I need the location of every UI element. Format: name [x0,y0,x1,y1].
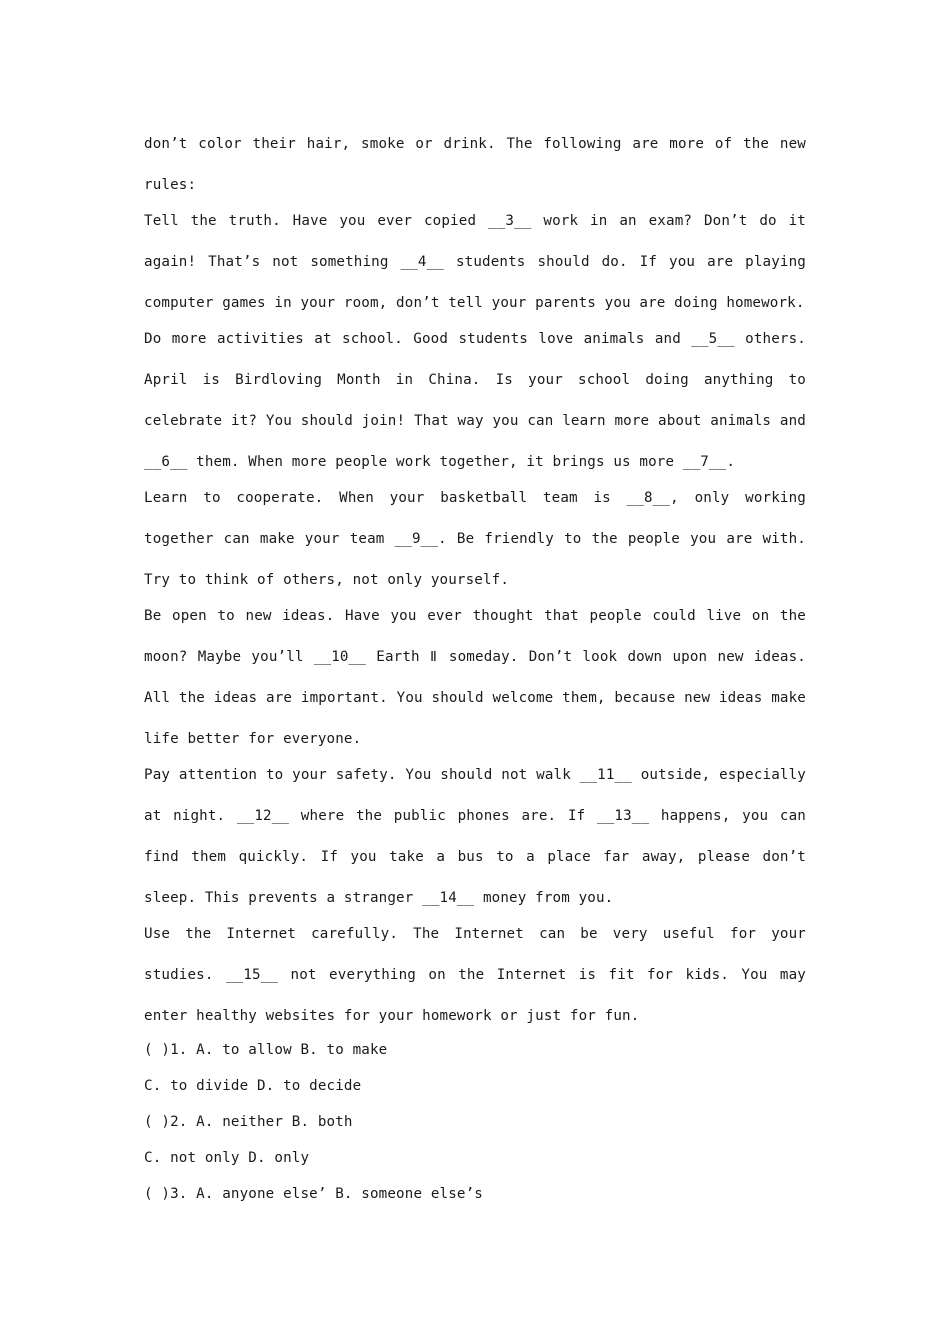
passage-paragraph-intro: don’t color their hair, smoke or drink. The following are more of the new rules: [144,136,806,193]
document-content [144,124,806,1212]
question-3-options-ab: ( )3. A. anyone else’ B. someone else’s [144,1186,483,1202]
answer-options [144,1032,806,1212]
passage-paragraph-internet: Use the Internet carefully. The Internet can be very useful for your studies. __15__ not everything on the Internet is fit for kids. You may enter healthy websites for your homework or just for fun. [144,926,806,1024]
passage-paragraph-tell-the-truth: Tell the truth. Have you ever copied __3__ work in an exam? Don’t do it again! That’s not something __4__ students should do. If you are playing computer games in your room, don’t tell your parents you are doing homework. [144,213,806,311]
question-1-options-ab: ( )1. A. to allow B. to make [144,1042,388,1058]
passage-paragraph-activities: Do more activities at school. Good students love animals and __5__ others. April is Birdloving Month in China. Is your school doing anything to celebrate it? You should join! That way you can learn more about animals and __6__ them. When more people work together, it brings us more __7__. [144,331,806,470]
question-2-options-cd: C. not only D. only [144,1150,310,1166]
question-1-options-cd: C. to divide D. to decide [144,1078,362,1094]
passage-paragraph-cooperate: Learn to cooperate. When your basketball team is __8__, only working together can make your team __9__. Be friendly to the people you are with. Try to think of others, not only yourself. [144,490,806,588]
passage-paragraph-safety: Pay attention to your safety. You should not walk __11__ outside, especially at night. __12__ where the public phones are. If __13__ happens, you can find them quickly. If you take a bus to a place far away, please don’t sleep. This prevents a stranger __14__ money from you. [144,767,806,906]
question-2-options-ab: ( )2. A. neither B. both [144,1114,353,1130]
passage-paragraph-new-ideas: Be open to new ideas. Have you ever thought that people could live on the moon? Maybe you’ll __10__ Earth Ⅱ someday. Don’t look down upon new ideas. All the ideas are important. You should welcome them, because new ideas make life better for everyone. [144,608,806,747]
